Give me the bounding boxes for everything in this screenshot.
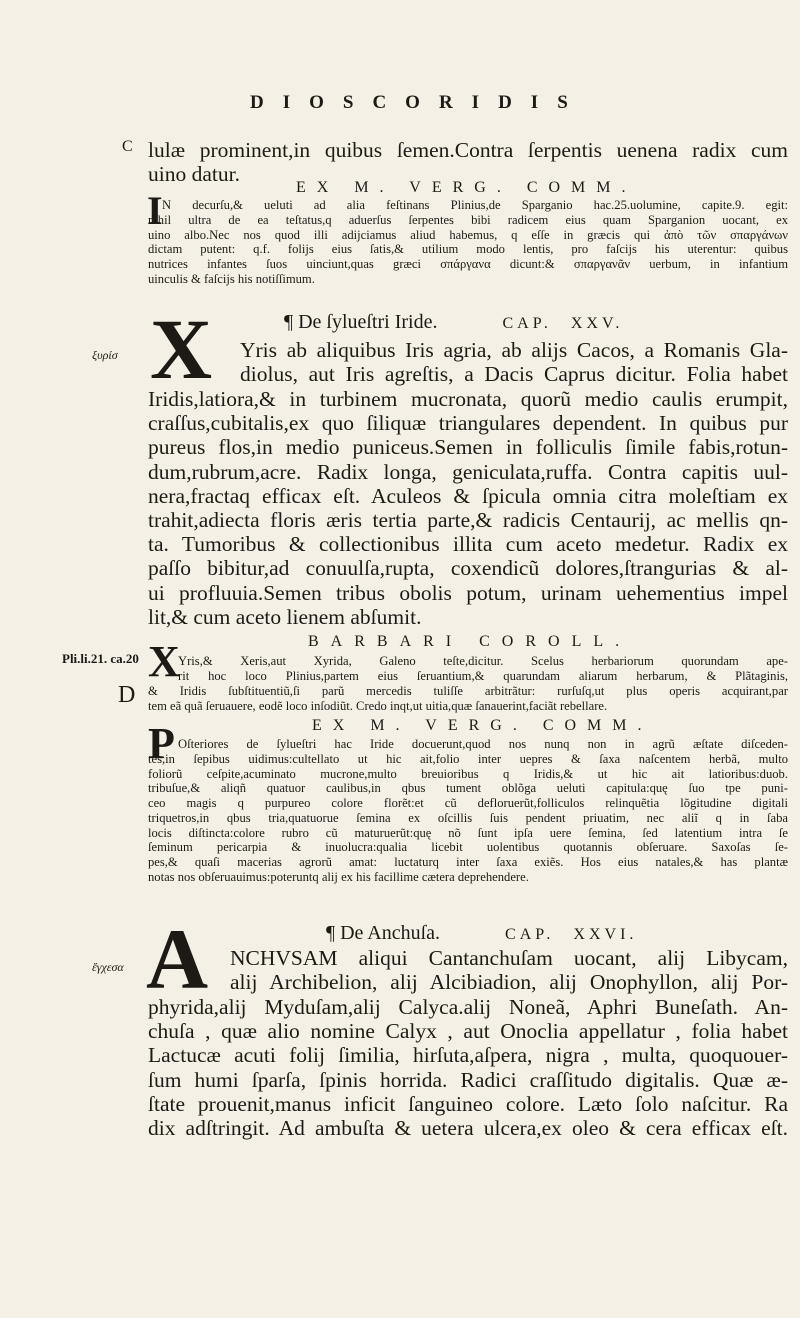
margin-pliny-reference: Pli.li.21. ca.20 [62,651,139,666]
text-line: dictam putent: q.f. folijs eius ſatis,& utilium modo lentis, pro faſcijs his uterentur: quibus [148,242,788,257]
text-line: ſeminum pericarpia & inuolucra:qualia licebit uolentibus quotannis obſeruare. Saxoſas ſe- [148,840,788,855]
chapter-26-text [148,995,788,1140]
barbari-heading-text: BARBARI COROLL. [308,633,632,650]
dropcap-x: X [150,301,213,397]
text-line: uino datur. [148,162,240,187]
text-line: lit,& cum aceto lienem abſumit. [148,604,422,629]
text-line: lulæ prominent,in quibus ſemen.Contra ſerpentis uenena radix cum [148,138,788,162]
text-line: Yris ab aliquibus Iris agria, ab alijs Cacos, a Romanis Gla- [240,338,788,362]
commentary-2-text-first [178,737,788,752]
chapter-25-heading [148,310,788,336]
commentary-2-heading [148,718,788,734]
barbari-text [148,684,788,713]
margin-greek-note-1: ξυρίσ [92,348,118,362]
text-line: paſſo bibitur,ad conuulſa,rupta, coxendicũ dolores,ſtrangurias & al- [148,556,788,581]
text-line: ta. Tumoribus & collectionibus illita cum aceto medetur. Radix ex [148,532,788,557]
text-line: NCHVSAM aliqui Cantanchuſam uocant, alij Libycam, [230,946,788,970]
text-line: tribuſue,& aliqñ quatuor caulibus,in qbus tument oblõga ueluti capitula:quę ſuo tpe puni- [148,781,788,796]
text-line: tem eã quã ſeruauere, eodẽ loco inſodiũt. Credo inqt,ut uitia,quæ ſanauerint,faciãt rebellare. [148,698,608,713]
text-line: Iridis,latiora,& in turbinem mucronata, quorũ medio caulis erumpit, [148,387,788,411]
chapter-label: CAP. [502,315,552,332]
dropcap-p: P [148,719,175,768]
commentary-2-text [148,752,788,884]
text-line: locis diſtincta:colore rubro cũ maturuerũt:quę nõ ſunt ipſa uere ſemina, ſed latentium intra ſe [148,825,788,840]
text-line: ceo magis q purpureo colore florẽt:et cũ defloruerũt,folliculos relinquẽtia lõgitudine digitali [148,796,788,811]
margin-letter-d: D [118,682,136,708]
text-line: diolus, aut Iris agreſtis, a Dacis Caprus dicitur. Folia habet [240,362,788,387]
chapter-number: XXVI. [573,926,638,943]
text-line: uinculis & faſcijs his notiſſimum. [148,271,315,286]
margin-greek-note-2: ἔγχεσα [92,960,124,974]
text-line: Oſteriores de ſylueſtri hac Iride docuerunt,quod nos nunq non in agrũ æſtate diſceden- [178,737,788,751]
chapter-26-heading [148,921,788,947]
text-line: foliorũ ceſpite,acuminato mucrone,multo breuioribus q Iridis,& ut hic ait latioribus:duob. [148,766,788,781]
chapter-number: XXV. [570,315,624,332]
commentary-heading: EX M. VERG. COMM. [296,179,637,196]
text-line: phyrida,alij Myduſam,alij Calyca.alij Noneã, Aphri Buneſath. An- [148,995,788,1019]
text-line: ſtate prouenit,manus inficit ſanguineo colore. Læto ſolo naſcitur. Ra [148,1091,788,1116]
text-line: ui profluuia.Semen tribus obolis potum, urinam uehementius impel [148,580,788,605]
text-line: rit hoc loco Plinius,partem eius ſeruantium,& quarundam aliarum herbarum, & Plãtaginis, [178,668,788,683]
text-line: trahit,adiecta floris æris tertia parte,& radicis Centaurij, ac mellis qn- [148,508,788,533]
chapter-title: De ſylueſtri Iride. [298,311,438,333]
commentary-1-text [162,198,788,213]
commentary-1-text-cont [148,213,788,287]
text-line: nihil ultra de ea teſtatus,q aduerſus ſerpentes bibi radicem eius quam Sparganion uocant, ex [148,213,788,227]
text-line: nutrices infantes ſuos uinciunt,quas græci σπάργανα dicunt:& σπαργανᾶν uerbum, in infantium [148,257,788,272]
text-line: uino albo.Nec nos quod illi adijciamus aliud habemus, q eſſe in græcis qui ἀπὸ τῶν σπαργάνων [148,227,788,242]
text-line: dum,rubrum,acre. Radix longa, geniculata,ruffa. Contra capitis uul- [148,459,788,484]
barbari-text-first [178,654,788,683]
chapter-label: CAP. [505,926,555,943]
text-line: nera,fractaq efficax eſt. Aculeos & ſpicula omnia citra moleſtiam ex [148,483,788,508]
dropcap-i: I [147,188,163,233]
text-line: alij Archibelion, alij Alcibiadion, alij Onophyllon, alij Por- [230,970,788,995]
text-line: triquetros,in qbus tria,quatuorue ſemina ex oſcillis ſuis pendent priuatim, nec aliĩ q in ſaba [148,810,788,825]
text-line: Yris,& Xeris,aut Xyrida, Galeno teſte,dicitur. Scelus herbariorum quorundam ape- [178,654,788,668]
commentary-1 [148,180,788,196]
text-line: dix adſtringit. Ad ambuſta & uetera ulcera,ex oleo & cera efficax eſt. [148,1116,788,1141]
chapter-25-intro [240,338,788,386]
barbari-heading [148,633,788,651]
text-line: chuſa , quæ alio nomine Calyx , aut Onoclia appellatur , folia habet [148,1019,788,1044]
text-line: & Iridis ſubſtituentiũ,ſi parũ mercedis tuliſſe arbitrãtur: rurſuſq,ut plus operis acquirant,par [148,684,788,698]
chapter-26-intro [230,946,788,994]
text-line: pes,& quaſi macerias agrorũ amat: luctaturq inter ſaxa exiẽs. Hos eius natales,& has plantæ [148,854,788,869]
text-line: ſum humi ſparſa, ſpinis horrida. Radici craſſitudo digitalis. Quæ æ- [148,1067,788,1092]
text-line: notas nos obſeruauimus:poteruntq alij ex his facillime cætera deprehendere. [148,869,529,884]
chapter-title: De Anchuſa. [340,922,441,944]
dropcap-a: A [146,911,209,1007]
text-line: N decurſu,& ueluti ad alia feſtinans Plinius,de Sparganio hac.25.uolumine, capite.9. egit: [162,198,788,212]
pilcrow-icon: ¶ [284,311,299,333]
chapter-25-text [148,387,788,629]
text-line: tes,in ſepibus uidimus:cultellato ut hic ait,folio inter uepres & ſaxa naſcentem herbã, multo [148,752,788,766]
text-line: Lactucæ acuti folij ſimilia, hirſuta,aſpera, nigra , multa, quoquouer- [148,1043,788,1068]
text-line: craſſus,cubitalis,ex quo ſiliquæ triangulares dependent. In quibus pur [148,411,788,436]
dropcap-x-small: X [148,637,180,686]
margin-letter-c: C [122,138,133,155]
running-head: DIOSCORIDIS [250,92,587,113]
commentary-heading: EX M. VERG. COMM. [312,717,653,734]
pilcrow-icon: ¶ [326,922,341,944]
text-line: pureus flos,in medio puniceus.Semen in folliculis ſimile fabis,rotun- [148,435,788,460]
